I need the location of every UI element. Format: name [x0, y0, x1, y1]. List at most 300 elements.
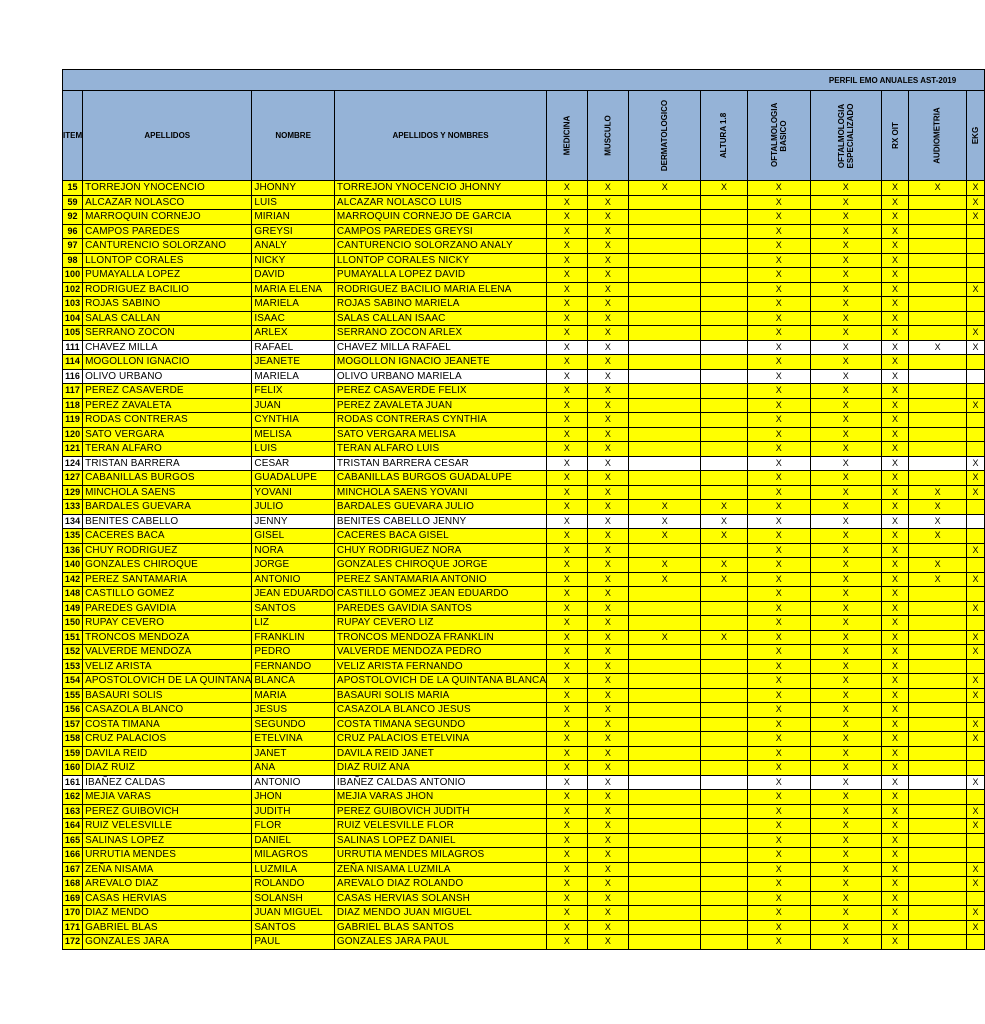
exam-mark-cell[interactable]: X [881, 456, 909, 471]
nombre-cell[interactable]: ANA [252, 761, 335, 776]
exam-mark-cell[interactable]: X [747, 674, 810, 689]
exam-mark-cell[interactable]: X [629, 558, 701, 573]
exam-mark-cell[interactable] [629, 268, 701, 283]
exam-mark-cell[interactable] [629, 253, 701, 268]
exam-mark-cell[interactable] [909, 790, 966, 805]
exam-mark-cell[interactable]: X [587, 819, 628, 834]
exam-mark-cell[interactable]: X [810, 543, 881, 558]
item-cell[interactable]: 105 [63, 326, 83, 341]
apellidos-cell[interactable]: TRONCOS MENDOZA [83, 630, 252, 645]
exam-mark-cell[interactable] [701, 398, 747, 413]
exam-mark-cell[interactable]: X [587, 558, 628, 573]
exam-mark-cell[interactable]: X [810, 181, 881, 196]
apellidos-cell[interactable]: MARROQUIN CORNEJO [83, 210, 252, 225]
item-cell[interactable]: 163 [63, 804, 83, 819]
exam-mark-cell[interactable]: X [810, 732, 881, 747]
exam-mark-cell[interactable]: X [810, 746, 881, 761]
apellidos-cell[interactable]: CANTURENCIO SOLORZANO [83, 239, 252, 254]
exam-mark-cell[interactable]: X [881, 891, 909, 906]
item-cell[interactable]: 121 [63, 442, 83, 457]
full-name-cell[interactable]: TORREJON YNOCENCIO JHONNY [334, 181, 546, 196]
exam-mark-cell[interactable]: X [966, 645, 984, 660]
exam-mark-cell[interactable]: X [547, 688, 588, 703]
apellidos-cell[interactable]: VALVERDE MENDOZA [83, 645, 252, 660]
exam-mark-cell[interactable]: X [701, 558, 747, 573]
exam-mark-cell[interactable] [966, 355, 984, 370]
exam-mark-cell[interactable]: X [587, 935, 628, 950]
exam-mark-cell[interactable] [701, 703, 747, 718]
item-cell[interactable]: 154 [63, 674, 83, 689]
exam-mark-cell[interactable]: X [747, 906, 810, 921]
exam-mark-cell[interactable] [629, 877, 701, 892]
exam-mark-cell[interactable]: X [587, 543, 628, 558]
exam-mark-cell[interactable] [629, 732, 701, 747]
exam-mark-cell[interactable] [966, 746, 984, 761]
full-name-cell[interactable]: LLONTOP CORALES NICKY [334, 253, 546, 268]
exam-mark-cell[interactable]: X [587, 645, 628, 660]
nombre-cell[interactable]: MELISA [252, 427, 335, 442]
exam-mark-cell[interactable]: X [587, 587, 628, 602]
exam-mark-cell[interactable] [701, 761, 747, 776]
exam-mark-cell[interactable] [629, 485, 701, 500]
exam-mark-cell[interactable] [966, 514, 984, 529]
apellidos-cell[interactable]: SERRANO ZOCON [83, 326, 252, 341]
exam-mark-cell[interactable] [629, 224, 701, 239]
full-name-cell[interactable]: MOGOLLON IGNACIO JEANETE [334, 355, 546, 370]
exam-mark-cell[interactable]: X [587, 239, 628, 254]
full-name-cell[interactable]: APOSTOLOVICH DE LA QUINTANA BLANCA [334, 674, 546, 689]
exam-mark-cell[interactable]: X [966, 920, 984, 935]
exam-mark-cell[interactable]: X [547, 877, 588, 892]
exam-mark-cell[interactable] [629, 891, 701, 906]
exam-mark-cell[interactable] [966, 703, 984, 718]
exam-mark-cell[interactable]: X [810, 471, 881, 486]
exam-mark-cell[interactable]: X [747, 355, 810, 370]
item-cell[interactable]: 114 [63, 355, 83, 370]
exam-mark-cell[interactable]: X [881, 340, 909, 355]
exam-mark-cell[interactable]: X [810, 775, 881, 790]
nombre-cell[interactable]: SANTOS [252, 601, 335, 616]
exam-mark-cell[interactable] [629, 355, 701, 370]
exam-mark-cell[interactable] [701, 282, 747, 297]
exam-mark-cell[interactable] [909, 456, 966, 471]
item-cell[interactable]: 162 [63, 790, 83, 805]
full-name-cell[interactable]: CASAS HERVIAS SOLANSH [334, 891, 546, 906]
apellidos-cell[interactable]: PEREZ GUIBOVICH [83, 804, 252, 819]
exam-mark-cell[interactable] [701, 790, 747, 805]
exam-mark-cell[interactable]: X [747, 630, 810, 645]
exam-mark-cell[interactable]: X [747, 717, 810, 732]
apellidos-cell[interactable]: PUMAYALLA LOPEZ [83, 268, 252, 283]
exam-mark-cell[interactable] [701, 413, 747, 428]
apellidos-cell[interactable]: PEREZ ZAVALETA [83, 398, 252, 413]
item-cell[interactable]: 167 [63, 862, 83, 877]
item-cell[interactable]: 15 [63, 181, 83, 196]
exam-mark-cell[interactable]: X [587, 761, 628, 776]
exam-mark-cell[interactable] [701, 804, 747, 819]
full-name-cell[interactable]: CASTILLO GOMEZ JEAN EDUARDO [334, 587, 546, 602]
exam-mark-cell[interactable]: X [747, 833, 810, 848]
exam-mark-cell[interactable]: X [881, 848, 909, 863]
apellidos-cell[interactable]: MEJIA VARAS [83, 790, 252, 805]
exam-mark-cell[interactable]: X [810, 427, 881, 442]
exam-mark-cell[interactable]: X [810, 819, 881, 834]
exam-mark-cell[interactable]: X [747, 282, 810, 297]
exam-mark-cell[interactable]: X [547, 210, 588, 225]
exam-mark-cell[interactable]: X [810, 485, 881, 500]
apellidos-cell[interactable]: CASAS HERVIAS [83, 891, 252, 906]
exam-mark-cell[interactable]: X [881, 398, 909, 413]
exam-mark-cell[interactable]: X [547, 935, 588, 950]
exam-mark-cell[interactable]: X [747, 732, 810, 747]
item-cell[interactable]: 148 [63, 587, 83, 602]
full-name-cell[interactable]: GABRIEL BLAS SANTOS [334, 920, 546, 935]
item-cell[interactable]: 161 [63, 775, 83, 790]
exam-mark-cell[interactable]: X [966, 340, 984, 355]
full-name-cell[interactable]: SALAS CALLAN ISAAC [334, 311, 546, 326]
exam-mark-cell[interactable]: X [547, 645, 588, 660]
exam-mark-cell[interactable] [701, 587, 747, 602]
exam-mark-cell[interactable]: X [587, 456, 628, 471]
exam-mark-cell[interactable] [629, 601, 701, 616]
item-cell[interactable]: 119 [63, 413, 83, 428]
exam-mark-cell[interactable] [701, 543, 747, 558]
exam-mark-cell[interactable]: X [587, 442, 628, 457]
exam-mark-cell[interactable]: X [747, 558, 810, 573]
exam-mark-cell[interactable]: X [701, 514, 747, 529]
nombre-cell[interactable]: NICKY [252, 253, 335, 268]
nombre-cell[interactable]: FRANKLIN [252, 630, 335, 645]
exam-mark-cell[interactable] [701, 848, 747, 863]
item-cell[interactable]: 160 [63, 761, 83, 776]
exam-mark-cell[interactable] [909, 935, 966, 950]
exam-mark-cell[interactable]: X [966, 601, 984, 616]
item-cell[interactable]: 153 [63, 659, 83, 674]
exam-mark-cell[interactable] [629, 384, 701, 399]
apellidos-cell[interactable]: OLIVO URBANO [83, 369, 252, 384]
full-name-cell[interactable]: TERAN ALFARO LUIS [334, 442, 546, 457]
exam-mark-cell[interactable] [629, 427, 701, 442]
exam-mark-cell[interactable] [909, 674, 966, 689]
exam-mark-cell[interactable] [701, 195, 747, 210]
exam-mark-cell[interactable]: X [810, 688, 881, 703]
exam-mark-cell[interactable] [966, 848, 984, 863]
exam-mark-cell[interactable]: X [547, 268, 588, 283]
exam-mark-cell[interactable] [909, 804, 966, 819]
full-name-cell[interactable]: RODRIGUEZ BACILIO MARIA ELENA [334, 282, 546, 297]
exam-mark-cell[interactable] [701, 645, 747, 660]
exam-mark-cell[interactable] [629, 543, 701, 558]
exam-mark-cell[interactable]: X [587, 688, 628, 703]
exam-mark-cell[interactable] [629, 195, 701, 210]
nombre-cell[interactable]: ISAAC [252, 311, 335, 326]
exam-mark-cell[interactable] [909, 282, 966, 297]
item-cell[interactable]: 117 [63, 384, 83, 399]
exam-mark-cell[interactable] [701, 659, 747, 674]
nombre-cell[interactable]: DAVID [252, 268, 335, 283]
nombre-cell[interactable]: JUAN [252, 398, 335, 413]
exam-mark-cell[interactable]: X [587, 906, 628, 921]
exam-mark-cell[interactable] [701, 674, 747, 689]
exam-mark-cell[interactable]: X [587, 500, 628, 515]
nombre-cell[interactable]: SANTOS [252, 920, 335, 935]
exam-mark-cell[interactable]: X [587, 181, 628, 196]
full-name-cell[interactable]: VELIZ ARISTA FERNANDO [334, 659, 546, 674]
nombre-cell[interactable]: MARIELA [252, 297, 335, 312]
exam-mark-cell[interactable]: X [587, 398, 628, 413]
exam-mark-cell[interactable] [629, 369, 701, 384]
exam-mark-cell[interactable]: X [587, 659, 628, 674]
exam-mark-cell[interactable]: X [881, 253, 909, 268]
exam-mark-cell[interactable] [909, 326, 966, 341]
exam-mark-cell[interactable]: X [810, 761, 881, 776]
exam-mark-cell[interactable]: X [881, 819, 909, 834]
item-cell[interactable]: 111 [63, 340, 83, 355]
exam-mark-cell[interactable]: X [909, 181, 966, 196]
item-cell[interactable]: 134 [63, 514, 83, 529]
exam-mark-cell[interactable] [629, 282, 701, 297]
exam-mark-cell[interactable] [701, 239, 747, 254]
exam-mark-cell[interactable]: X [587, 514, 628, 529]
exam-mark-cell[interactable]: X [747, 311, 810, 326]
exam-mark-cell[interactable] [701, 442, 747, 457]
exam-mark-cell[interactable] [909, 398, 966, 413]
exam-mark-cell[interactable]: X [881, 195, 909, 210]
exam-mark-cell[interactable]: X [747, 340, 810, 355]
item-cell[interactable]: 100 [63, 268, 83, 283]
exam-mark-cell[interactable]: X [881, 442, 909, 457]
exam-mark-cell[interactable]: X [966, 398, 984, 413]
exam-mark-cell[interactable]: X [810, 601, 881, 616]
exam-mark-cell[interactable]: X [881, 775, 909, 790]
full-name-cell[interactable]: TRISTAN BARRERA CESAR [334, 456, 546, 471]
exam-mark-cell[interactable] [629, 645, 701, 660]
exam-mark-cell[interactable] [909, 688, 966, 703]
exam-mark-cell[interactable]: X [587, 630, 628, 645]
nombre-cell[interactable]: MIRIAN [252, 210, 335, 225]
exam-mark-cell[interactable]: X [881, 601, 909, 616]
exam-mark-cell[interactable] [909, 587, 966, 602]
exam-mark-cell[interactable]: X [810, 500, 881, 515]
exam-mark-cell[interactable] [966, 253, 984, 268]
exam-mark-cell[interactable]: X [881, 297, 909, 312]
exam-mark-cell[interactable]: X [547, 181, 588, 196]
exam-mark-cell[interactable] [966, 790, 984, 805]
exam-mark-cell[interactable] [701, 297, 747, 312]
apellidos-cell[interactable]: URRUTIA MENDES [83, 848, 252, 863]
apellidos-cell[interactable]: BARDALES GUEVARA [83, 500, 252, 515]
item-cell[interactable]: 171 [63, 920, 83, 935]
full-name-cell[interactable]: RUPAY CEVERO LIZ [334, 616, 546, 631]
exam-mark-cell[interactable]: X [587, 601, 628, 616]
exam-mark-cell[interactable]: X [547, 703, 588, 718]
nombre-cell[interactable]: FERNANDO [252, 659, 335, 674]
exam-mark-cell[interactable]: X [810, 862, 881, 877]
exam-mark-cell[interactable] [629, 340, 701, 355]
exam-mark-cell[interactable]: X [547, 195, 588, 210]
exam-mark-cell[interactable]: X [881, 355, 909, 370]
apellidos-cell[interactable]: AREVALO DIAZ [83, 877, 252, 892]
apellidos-cell[interactable]: ALCAZAR NOLASCO [83, 195, 252, 210]
exam-mark-cell[interactable] [909, 268, 966, 283]
full-name-cell[interactable]: TRONCOS MENDOZA FRANKLIN [334, 630, 546, 645]
exam-mark-cell[interactable]: X [966, 456, 984, 471]
exam-mark-cell[interactable]: X [547, 790, 588, 805]
exam-mark-cell[interactable]: X [747, 616, 810, 631]
exam-mark-cell[interactable]: X [587, 471, 628, 486]
nombre-cell[interactable]: ANTONIO [252, 572, 335, 587]
item-cell[interactable]: 172 [63, 935, 83, 950]
item-cell[interactable]: 118 [63, 398, 83, 413]
apellidos-cell[interactable]: DAVILA REID [83, 746, 252, 761]
item-cell[interactable]: 136 [63, 543, 83, 558]
exam-mark-cell[interactable]: X [810, 703, 881, 718]
full-name-cell[interactable]: SATO VERGARA MELISA [334, 427, 546, 442]
exam-mark-cell[interactable] [629, 819, 701, 834]
exam-mark-cell[interactable] [701, 862, 747, 877]
exam-mark-cell[interactable]: X [881, 471, 909, 486]
item-cell[interactable]: 96 [63, 224, 83, 239]
full-name-cell[interactable]: PEREZ CASAVERDE FELIX [334, 384, 546, 399]
exam-mark-cell[interactable] [701, 688, 747, 703]
exam-mark-cell[interactable]: X [547, 224, 588, 239]
nombre-cell[interactable]: ROLANDO [252, 877, 335, 892]
exam-mark-cell[interactable]: X [747, 587, 810, 602]
exam-mark-cell[interactable]: X [747, 398, 810, 413]
exam-mark-cell[interactable] [909, 645, 966, 660]
exam-mark-cell[interactable]: X [747, 920, 810, 935]
exam-mark-cell[interactable]: X [547, 355, 588, 370]
exam-mark-cell[interactable]: X [881, 630, 909, 645]
nombre-cell[interactable]: PAUL [252, 935, 335, 950]
exam-mark-cell[interactable] [909, 906, 966, 921]
full-name-cell[interactable]: CHUY RODRIGUEZ NORA [334, 543, 546, 558]
exam-mark-cell[interactable]: X [547, 920, 588, 935]
exam-mark-cell[interactable]: X [966, 775, 984, 790]
full-name-cell[interactable]: BASAURI SOLIS MARIA [334, 688, 546, 703]
exam-mark-cell[interactable] [909, 920, 966, 935]
item-cell[interactable]: 135 [63, 529, 83, 544]
full-name-cell[interactable]: PEREZ SANTAMARIA ANTONIO [334, 572, 546, 587]
nombre-cell[interactable]: LUIS [252, 195, 335, 210]
nombre-cell[interactable]: CESAR [252, 456, 335, 471]
exam-mark-cell[interactable]: X [747, 427, 810, 442]
item-cell[interactable]: 166 [63, 848, 83, 863]
exam-mark-cell[interactable]: X [587, 775, 628, 790]
exam-mark-cell[interactable]: X [747, 195, 810, 210]
exam-mark-cell[interactable]: X [629, 500, 701, 515]
nombre-cell[interactable]: LIZ [252, 616, 335, 631]
nombre-cell[interactable]: JESUS [252, 703, 335, 718]
full-name-cell[interactable]: ROJAS SABINO MARIELA [334, 297, 546, 312]
exam-mark-cell[interactable] [629, 920, 701, 935]
nombre-cell[interactable]: ETELVINA [252, 732, 335, 747]
exam-mark-cell[interactable] [909, 297, 966, 312]
exam-mark-cell[interactable]: X [881, 485, 909, 500]
exam-mark-cell[interactable] [701, 384, 747, 399]
exam-mark-cell[interactable] [966, 659, 984, 674]
exam-mark-cell[interactable]: X [966, 674, 984, 689]
exam-mark-cell[interactable]: X [810, 529, 881, 544]
apellidos-cell[interactable]: SALINAS LOPEZ [83, 833, 252, 848]
exam-mark-cell[interactable]: X [881, 703, 909, 718]
exam-mark-cell[interactable]: X [547, 775, 588, 790]
full-name-cell[interactable]: CABANILLAS BURGOS GUADALUPE [334, 471, 546, 486]
exam-mark-cell[interactable] [966, 369, 984, 384]
nombre-cell[interactable]: JHONNY [252, 181, 335, 196]
exam-mark-cell[interactable]: X [547, 253, 588, 268]
exam-mark-cell[interactable]: X [629, 514, 701, 529]
nombre-cell[interactable]: SEGUNDO [252, 717, 335, 732]
exam-mark-cell[interactable] [629, 761, 701, 776]
exam-mark-cell[interactable]: X [747, 326, 810, 341]
exam-mark-cell[interactable] [629, 703, 701, 718]
exam-mark-cell[interactable]: X [587, 790, 628, 805]
exam-mark-cell[interactable]: X [747, 790, 810, 805]
exam-mark-cell[interactable]: X [881, 210, 909, 225]
exam-mark-cell[interactable] [966, 761, 984, 776]
nombre-cell[interactable]: ANTONIO [252, 775, 335, 790]
exam-mark-cell[interactable]: X [810, 833, 881, 848]
nombre-cell[interactable]: SOLANSH [252, 891, 335, 906]
nombre-cell[interactable]: CYNTHIA [252, 413, 335, 428]
exam-mark-cell[interactable]: X [547, 456, 588, 471]
exam-mark-cell[interactable]: X [881, 282, 909, 297]
exam-mark-cell[interactable] [701, 833, 747, 848]
exam-mark-cell[interactable]: X [881, 761, 909, 776]
item-cell[interactable]: 102 [63, 282, 83, 297]
exam-mark-cell[interactable] [966, 442, 984, 457]
exam-mark-cell[interactable]: X [629, 630, 701, 645]
exam-mark-cell[interactable] [701, 935, 747, 950]
item-cell[interactable]: 168 [63, 877, 83, 892]
nombre-cell[interactable]: FLOR [252, 819, 335, 834]
apellidos-cell[interactable]: SALAS CALLAN [83, 311, 252, 326]
exam-mark-cell[interactable]: X [747, 688, 810, 703]
exam-mark-cell[interactable] [701, 224, 747, 239]
exam-mark-cell[interactable]: X [587, 920, 628, 935]
exam-mark-cell[interactable]: X [587, 732, 628, 747]
item-cell[interactable]: 59 [63, 195, 83, 210]
exam-mark-cell[interactable]: X [587, 253, 628, 268]
exam-mark-cell[interactable] [909, 427, 966, 442]
exam-mark-cell[interactable] [909, 848, 966, 863]
exam-mark-cell[interactable]: X [810, 630, 881, 645]
exam-mark-cell[interactable]: X [966, 471, 984, 486]
exam-mark-cell[interactable]: X [881, 181, 909, 196]
exam-mark-cell[interactable]: X [881, 572, 909, 587]
exam-mark-cell[interactable] [701, 717, 747, 732]
exam-mark-cell[interactable]: X [966, 210, 984, 225]
exam-mark-cell[interactable] [966, 297, 984, 312]
apellidos-cell[interactable]: TRISTAN BARRERA [83, 456, 252, 471]
exam-mark-cell[interactable] [966, 935, 984, 950]
exam-mark-cell[interactable] [966, 529, 984, 544]
exam-mark-cell[interactable]: X [547, 833, 588, 848]
exam-mark-cell[interactable] [909, 384, 966, 399]
exam-mark-cell[interactable] [629, 674, 701, 689]
item-cell[interactable]: 103 [63, 297, 83, 312]
nombre-cell[interactable]: GUADALUPE [252, 471, 335, 486]
exam-mark-cell[interactable] [909, 891, 966, 906]
exam-mark-cell[interactable] [701, 891, 747, 906]
exam-mark-cell[interactable] [909, 761, 966, 776]
exam-mark-cell[interactable]: X [881, 645, 909, 660]
exam-mark-cell[interactable] [629, 297, 701, 312]
apellidos-cell[interactable]: COSTA TIMANA [83, 717, 252, 732]
exam-mark-cell[interactable]: X [810, 268, 881, 283]
exam-mark-cell[interactable]: X [881, 717, 909, 732]
